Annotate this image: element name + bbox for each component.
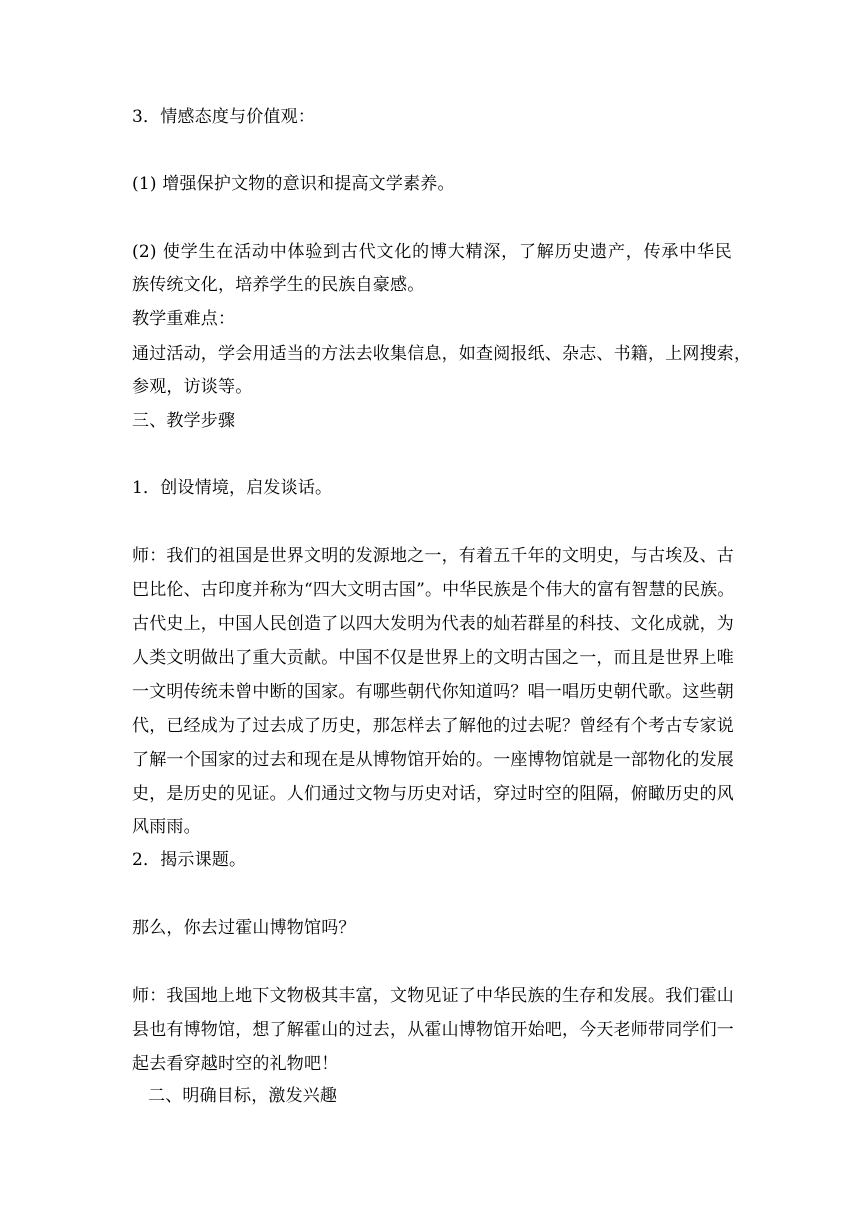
teacher-paragraph-1-line-3: 古代史上，中国人民创造了以四大发明为代表的灿若群星的科技、文化成就，为: [132, 614, 734, 634]
question-line: 那么，你去过霍山博物馆吗？: [132, 918, 356, 938]
objective-item-1: (1) 增强保护文物的意识和提高文学素养。: [132, 174, 455, 194]
section-heading-goals: 二、明确目标，激发兴趣: [148, 1086, 338, 1106]
section-heading-key-points: 教学重难点：: [132, 309, 236, 329]
teacher-paragraph-1-line-4: 人类文明做出了重大贡献。中国不仅是世界上的文明古国之一，而且是世界上唯: [132, 648, 734, 668]
teacher-paragraph-1-line-6: 代，已经成为了过去成了历史，那怎样去了解他的过去呢？曾经有个考古专家说: [132, 716, 734, 736]
teacher-paragraph-1-line-8: 史，是历史的见证。人们通过文物与历史对话，穿过时空的阻隔，俯瞰历史的风: [132, 784, 734, 804]
teacher-paragraph-1-line-9: 风雨雨。: [132, 817, 201, 837]
teacher-paragraph-2-line-2: 县也有博物馆，想了解霍山的过去，从霍山博物馆开始吧，今天老师带同学们一: [132, 1020, 734, 1040]
objective-item-2-line-2: 族传统文化，培养学生的民族自豪感。: [132, 275, 425, 295]
section-heading-attitudes: 3．情感态度与价值观：: [132, 107, 316, 127]
step-2-heading: 2．揭示课题。: [132, 850, 247, 870]
teacher-paragraph-1-line-7: 了解一个国家的过去和现在是从博物馆开始的。一座博物馆就是一部物化的发展: [132, 750, 734, 770]
key-points-line-1: 通过活动，学会用适当的方法去收集信息，如查阅报纸、杂志、书籍，上网搜索，: [132, 344, 752, 364]
objective-item-2-line-1: (2) 使学生在活动中体验到古代文化的博大精深，了解历史遗产，传承中华民: [132, 242, 732, 262]
teacher-paragraph-1-line-2: 巴比伦、古印度并称为“四大文明古国”。中华民族是个伟大的富有智慧的民族。: [132, 580, 735, 600]
key-points-line-2: 参观，访谈等。: [132, 377, 253, 397]
teacher-paragraph-1-line-5: 一文明传统未曾中断的国家。有哪些朝代你知道吗？唱一唱历史朝代歌。这些朝: [132, 682, 734, 702]
teacher-paragraph-2-line-1: 师：我国地上地下文物极其丰富，文物见证了中华民族的生存和发展。我们霍山: [132, 986, 734, 1006]
teacher-paragraph-1-line-1: 师：我们的祖国是世界文明的发源地之一，有着五千年的文明史，与古埃及、古: [132, 546, 734, 566]
teacher-paragraph-2-line-3: 起去看穿越时空的礼物吧！: [132, 1054, 339, 1074]
section-heading-teaching-steps: 三、教学步骤: [132, 411, 236, 431]
step-1-heading: 1．创设情境，启发谈话。: [132, 478, 333, 498]
